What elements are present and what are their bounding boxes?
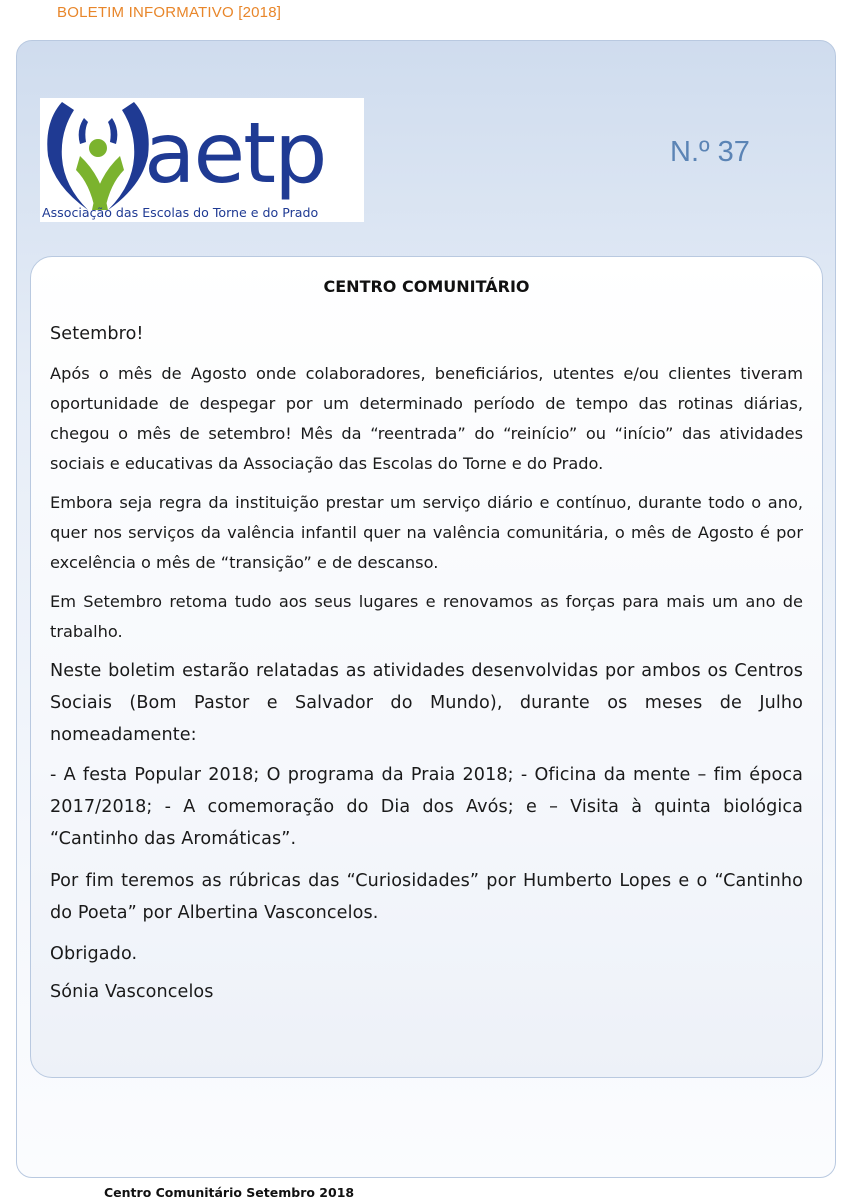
article-paragraph: Embora seja regra da instituição prestar um serviço diário e contínuo, durante todo o ano, quer nos serviços da valência infantil quer na valência comunitária, o mês de Agosto é por excelência o mês de “transição” e de descanso. [50, 493, 803, 572]
paragraph-3-block [50, 587, 803, 647]
logo-wordmark: aetp [144, 104, 326, 202]
paragraph-4-block [50, 655, 803, 751]
article-paragraph: Por fim teremos as rúbricas das “Curiosidades” por Humberto Lopes e o “Cantinho do Poeta” por Albertina Vasconcelos. [50, 871, 803, 923]
logo-subtitle: Associação das Escolas do Torne e do Prado [42, 205, 319, 220]
paragraph-1-block [50, 359, 803, 479]
article-paragraph: Neste boletim estarão relatadas as atividades desenvolvidas por ambos os Centros Sociais (Bom Pastor e Salvador do Mundo), durante os meses de Julho nomeadamente: [50, 661, 803, 745]
paragraph-6-block [50, 865, 803, 929]
issue-number: N.º 37 [670, 136, 750, 168]
closing-block [50, 938, 803, 970]
paragraph-2-block [50, 488, 803, 578]
article-title: CENTRO COMUNITÁRIO [323, 277, 530, 296]
article-closing: Obrigado. [50, 944, 138, 964]
article-paragraph: Após o mês de Agosto onde colaboradores, beneficiários, utentes e/ou clientes tiveram oportunidade de despegar por um determinado período de tempo das rotinas diárias, chegou o mês de setembro! Mês da “reentrada” do “reinício” ou “início” das atividades sociais e educativas da Associação das Escolas do Torne e do Prado. [50, 364, 803, 473]
page-footer: Centro Comunitário Setembro 2018 [104, 1185, 355, 1200]
signature-block [50, 976, 803, 1008]
article-paragraph: Em Setembro retoma tudo aos seus lugares e renovamos as forças para mais um ano de trabalho. [50, 592, 803, 641]
article-greeting-block [50, 318, 803, 350]
article-paragraph: - A festa Popular 2018; O programa da Praia 2018; - Oficina da mente – fim época 2017/2018; - A comemoração do Dia dos Avós; e – Visita à quinta biológica “Cantinho das Aromáticas”. [50, 765, 803, 849]
aetp-logo [40, 98, 364, 222]
article-signature: Sónia Vasconcelos [50, 982, 214, 1002]
paragraph-5-block [50, 759, 803, 855]
bulletin-header: BOLETIM INFORMATIVO [2018] [57, 4, 282, 21]
article-greeting: Setembro! [50, 324, 144, 344]
